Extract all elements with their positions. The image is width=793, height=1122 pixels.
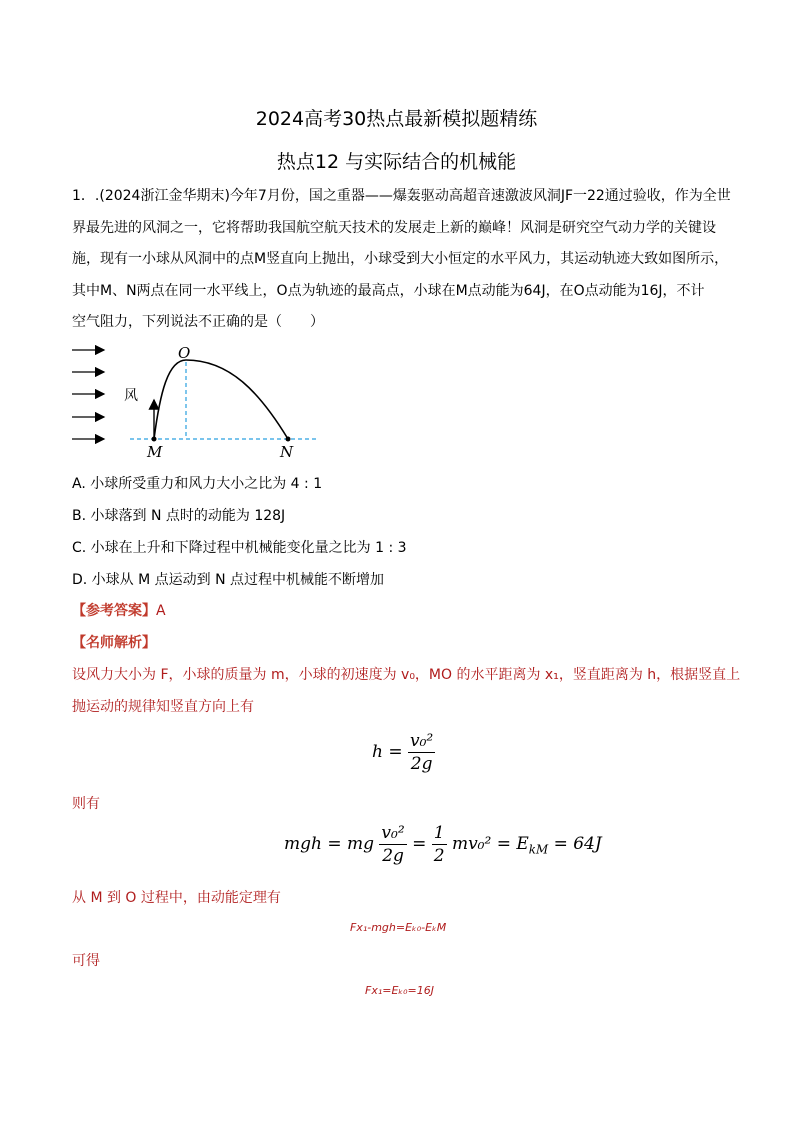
option-b: B. 小球落到 N 点时的动能为 128J — [72, 508, 286, 524]
formula-result: Fx₁=Eₖ₀=16J — [365, 984, 434, 997]
point-N — [286, 437, 291, 442]
fraction — [379, 822, 406, 867]
answer-row — [72, 600, 166, 620]
label-O: O — [178, 344, 191, 362]
page-title: 2024高考30热点最新模拟题精练 — [255, 108, 538, 130]
label-wind: 风 — [124, 388, 138, 404]
analysis-then-2: 从 M 到 O 过程中，由动能定理有 — [72, 890, 281, 906]
fraction-half — [432, 822, 447, 867]
option-a: A. 小球所受重力和风力大小之比为 4 : 1 — [72, 476, 323, 492]
formula-subscript: kM — [528, 842, 549, 857]
question-line: 1．.(2024浙江金华期末)今年7月份，国之重器——爆轰驱动高超音速激波风洞JF一22通过验收，作为全世 — [72, 188, 731, 204]
question-text — [72, 181, 732, 339]
question-line: 空气阻力，下列说法不正确的是（ ） — [72, 314, 324, 330]
question-line: 界最先进的风洞之一，它将帮助我国航空航天技术的发展走上新的巅峰！风洞是研究空气动力学的关键设 — [72, 219, 716, 236]
wind-arrows — [72, 350, 104, 439]
analysis-then-3: 可得 — [72, 953, 100, 969]
option-d: D. 小球从 M 点运动到 N 点过程中机械能不断增加 — [72, 572, 385, 588]
formula-work-energy: Fx₁-mgh=Eₖ₀-EₖM — [350, 921, 447, 934]
point-M — [152, 437, 157, 442]
formula-height — [372, 730, 435, 775]
option-c: C. 小球在上升和下降过程中机械能变化量之比为 1 : 3 — [72, 540, 407, 556]
formula-part: = 64J — [548, 834, 602, 854]
question-line: 施，现有一小球从风洞中的点M竖直向上抛出，小球受到大小恒定的水平风力，其运动轨迹大致如图所示， — [72, 251, 729, 267]
formula-equals: = — [412, 834, 427, 854]
fraction-numerator: v₀² — [410, 731, 434, 751]
fraction-denominator: 2g — [382, 846, 404, 866]
formula-lhs: h = — [372, 742, 403, 762]
fraction-denominator: 2g — [410, 754, 433, 774]
fraction — [408, 730, 435, 775]
page-subtitle: 热点12 与实际结合的机械能 — [276, 151, 517, 173]
answer-label: 【参考答案】 — [72, 603, 156, 619]
formula-part: mgh = mg — [284, 834, 375, 854]
formula-part: mv₀² = E — [451, 834, 529, 854]
analysis-label: 【名师解析】 — [72, 635, 156, 651]
fraction-numerator: 1 — [433, 823, 445, 843]
analysis-then-1: 则有 — [72, 796, 100, 812]
formula-energy — [284, 822, 602, 867]
fraction-numerator: v₀² — [381, 823, 405, 843]
trajectory-figure — [60, 338, 330, 468]
label-M: M — [147, 443, 163, 461]
analysis-line-2: 抛运动的规律知竖直方向上有 — [72, 699, 254, 715]
trajectory-curve — [154, 360, 288, 439]
answer-value: A — [156, 603, 166, 619]
analysis-line-1: 设风力大小为 F，小球的质量为 m，小球的初速度为 v₀，MO 的水平距离为 x₁，竖直距离为 h，根据竖直上 — [72, 667, 741, 683]
label-N: N — [280, 443, 294, 461]
fraction-denominator: 2 — [433, 846, 445, 866]
question-line: 其中M、N两点在同一水平线上，O点为轨迹的最高点，小球在M点动能为64J，在O点动能为16J，不计 — [72, 282, 705, 299]
